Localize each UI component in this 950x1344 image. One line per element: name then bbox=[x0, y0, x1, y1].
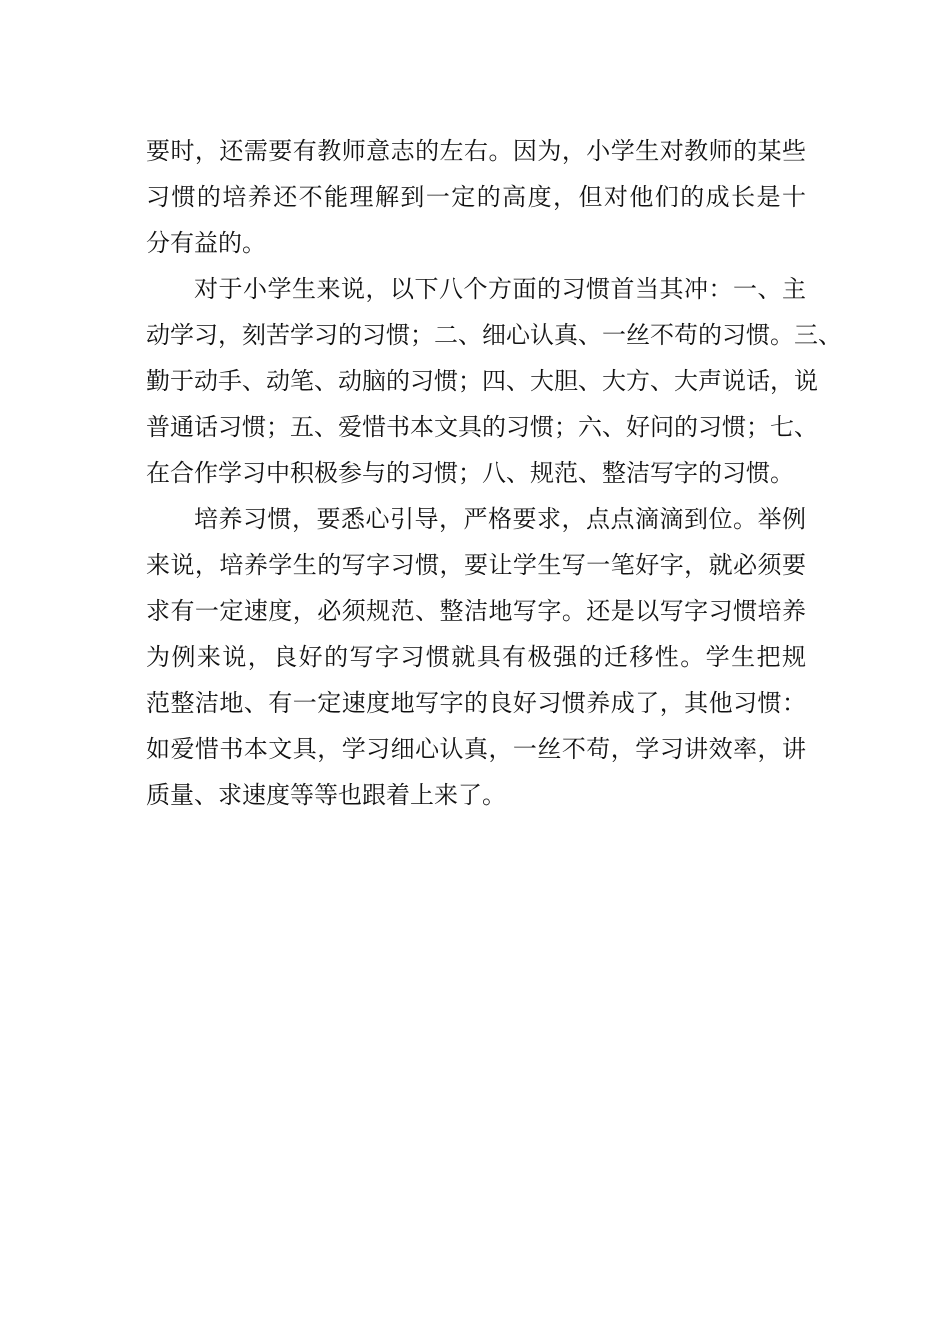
paragraph-2 bbox=[146, 266, 842, 496]
text-line: 习惯的培养还不能理解到一定的高度，但对他们的成长是十 bbox=[146, 183, 806, 211]
text-line: 对于小学生来说，以下八个方面的习惯首当其冲：一、主 bbox=[194, 275, 806, 303]
text-line: 要时，还需要有教师意志的左右。因为，小学生对教师的某些 bbox=[146, 137, 806, 165]
paragraph-3 bbox=[146, 496, 806, 818]
text-line: 来说，培养学生的写字习惯，要让学生写一笔好字，就必须要 bbox=[146, 551, 806, 579]
text-line: 求有一定速度，必须规范、整洁地写字。还是以写字习惯培养 bbox=[146, 597, 806, 625]
text-line: 普通话习惯；五、爱惜书本文具的习惯；六、好问的习惯；七、 bbox=[146, 413, 818, 441]
text-line: 培养习惯，要悉心引导，严格要求，点点滴滴到位。举例 bbox=[194, 505, 806, 533]
document-body bbox=[146, 128, 842, 818]
text-line: 范整洁地、有一定速度地写字的良好习惯养成了，其他习惯： bbox=[146, 689, 806, 717]
text-line: 分有益的。 bbox=[146, 229, 266, 257]
text-line: 质量、求速度等等也跟着上来了。 bbox=[146, 781, 506, 809]
text-line: 为例来说，良好的写字习惯就具有极强的迁移性。学生把规 bbox=[146, 643, 806, 671]
text-line: 如爱惜书本文具，学习细心认真，一丝不苟，学习讲效率，讲 bbox=[146, 735, 806, 763]
text-line: 勤于动手、动笔、动脑的习惯；四、大胆、大方、大声说话，说 bbox=[146, 367, 818, 395]
text-line: 在合作学习中积极参与的习惯；八、规范、整洁写字的习惯。 bbox=[146, 459, 794, 487]
paragraph-1 bbox=[146, 128, 806, 266]
text-line: 动学习，刻苦学习的习惯；二、细心认真、一丝不苟的习惯。三、 bbox=[146, 321, 842, 349]
